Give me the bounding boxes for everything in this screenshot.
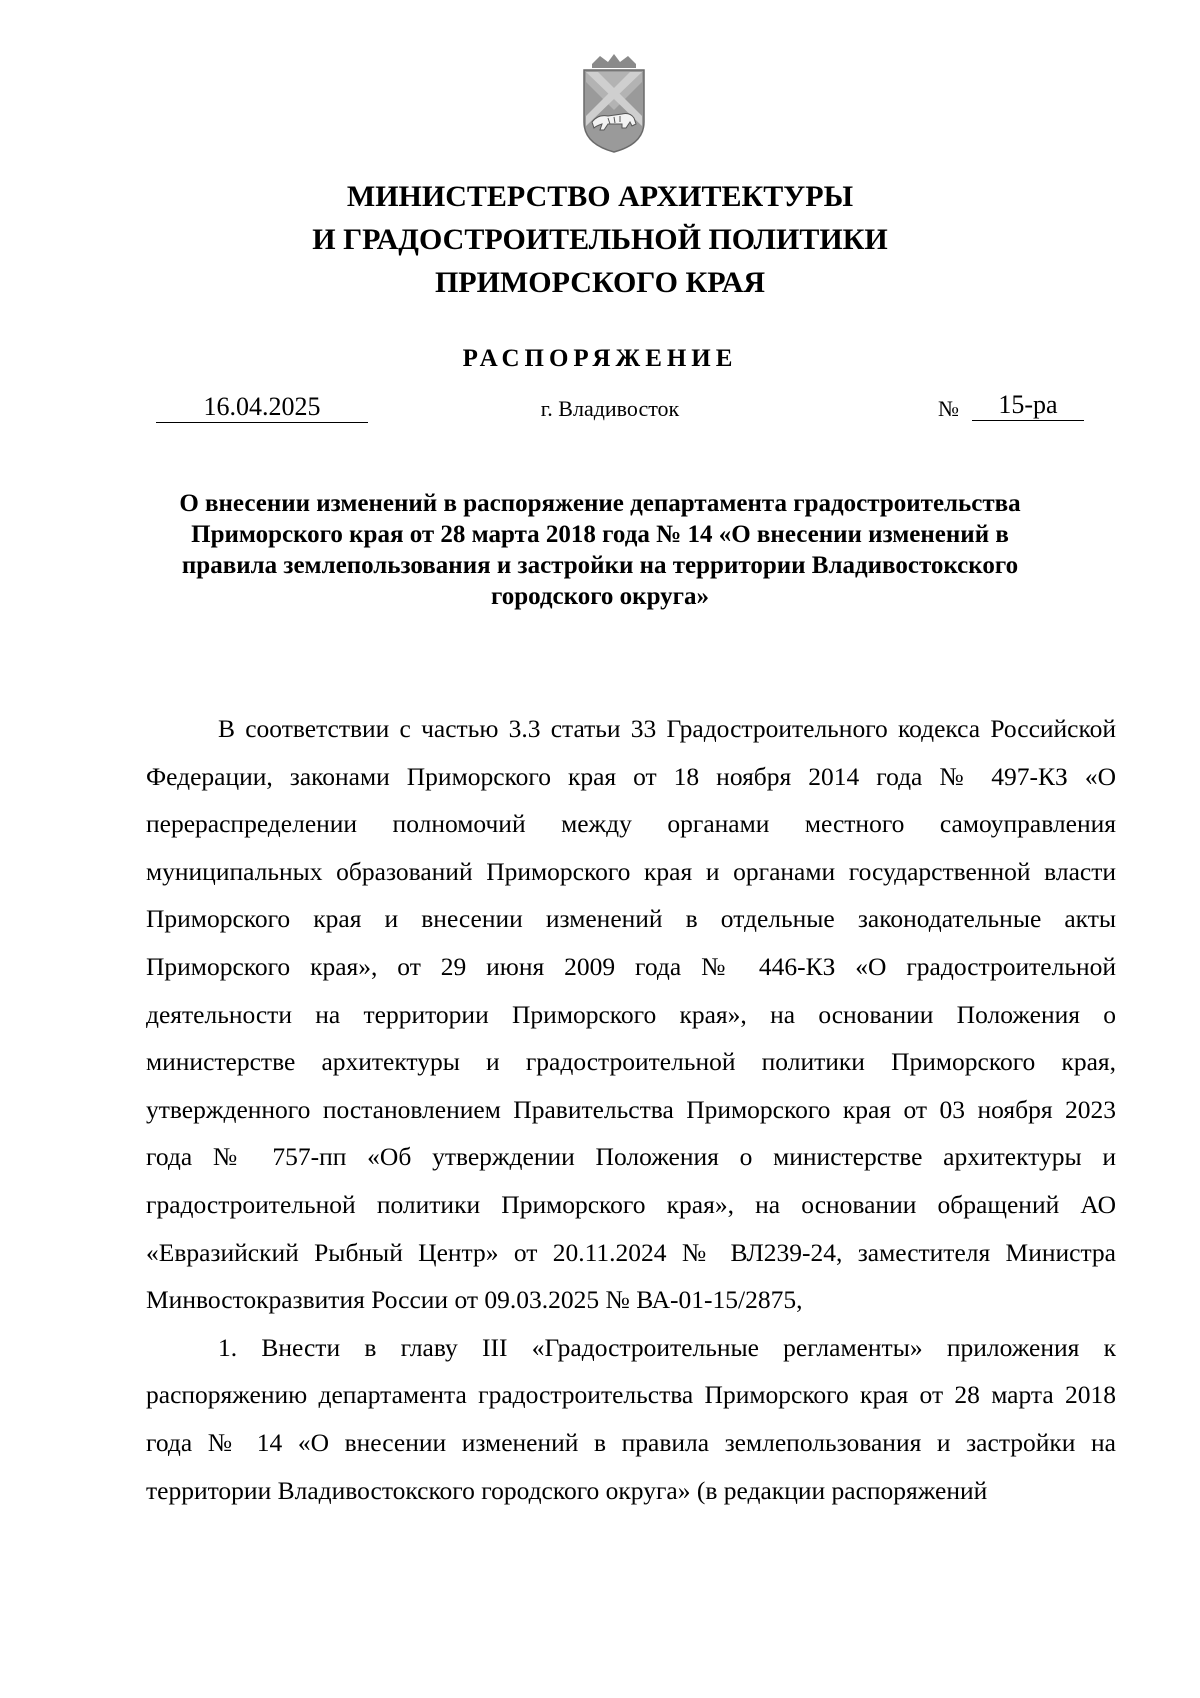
body-paragraph-1: В соответствии с частью 3.3 статьи 33 Градостроительного кодекса Российской Федерации, законами Приморского края от 18 ноября 2014 года № 497-КЗ «О перераспределении полномочий между органами местного самоуправления муниципальных образований Приморского края и органами государственной власти Приморского края и внесении изменений в отдельные законодательные акты Приморского края», от 29 июня 2009 года № 446-КЗ «О градостроительной деятельности на территории Приморского края», на основании Положения о министерстве архитектуры и градостроительной политики Приморского края, утвержденного постановлением Правительства Приморского края от 03 ноября 2023 года № 757-пп «Об утверждении Положения о министерстве архитектуры и градостроительной политики Приморского края», на основании обращений АО «Евразийский Рыбный Центр» от 20.11.2024 № ВЛ239-24, заместителя Министра Минвостокразвития России от 09.03.2025 № ВА-01-15/2875, [146,714,1116,1315]
document-city: г. Владивосток [540,396,680,421]
ministry-name-line2: И ГРАДОСТРОИТЕЛЬНОЙ ПОЛИТИКИ [312,223,888,256]
ministry-name-line1: МИНИСТЕРСТВО АРХИТЕКТУРЫ [346,180,854,213]
document-date: 16.04.2025 [156,392,368,423]
number-sign: № [938,396,959,421]
document-title: О внесении изменений в распоряжение департамента градостроительства Приморского края от 28 марта 2018 года № 14 «О внесении изменений в правила землепользования и застройки на территории Владивостокского городского округа» [179,490,1021,610]
document-type-heading: РАСПОРЯЖЕНИЕ [462,345,738,372]
coat-of-arms-icon [578,52,650,154]
body-paragraph-2: 1. Внести в главу III «Градостроительные регламенты» приложения к распоряжению департамента градостроительства Приморского края от 28 марта 2018 года № 14 «О внесении изменений в правила землепользования и застройки на территории Владивостокского городского округа» (в редакции распоряжений [146,1332,1116,1505]
document-number: 15-ра [972,390,1084,421]
document-body [146,705,1116,1514]
ministry-name-line3: ПРИМОРСКОГО КРАЯ [434,266,766,299]
